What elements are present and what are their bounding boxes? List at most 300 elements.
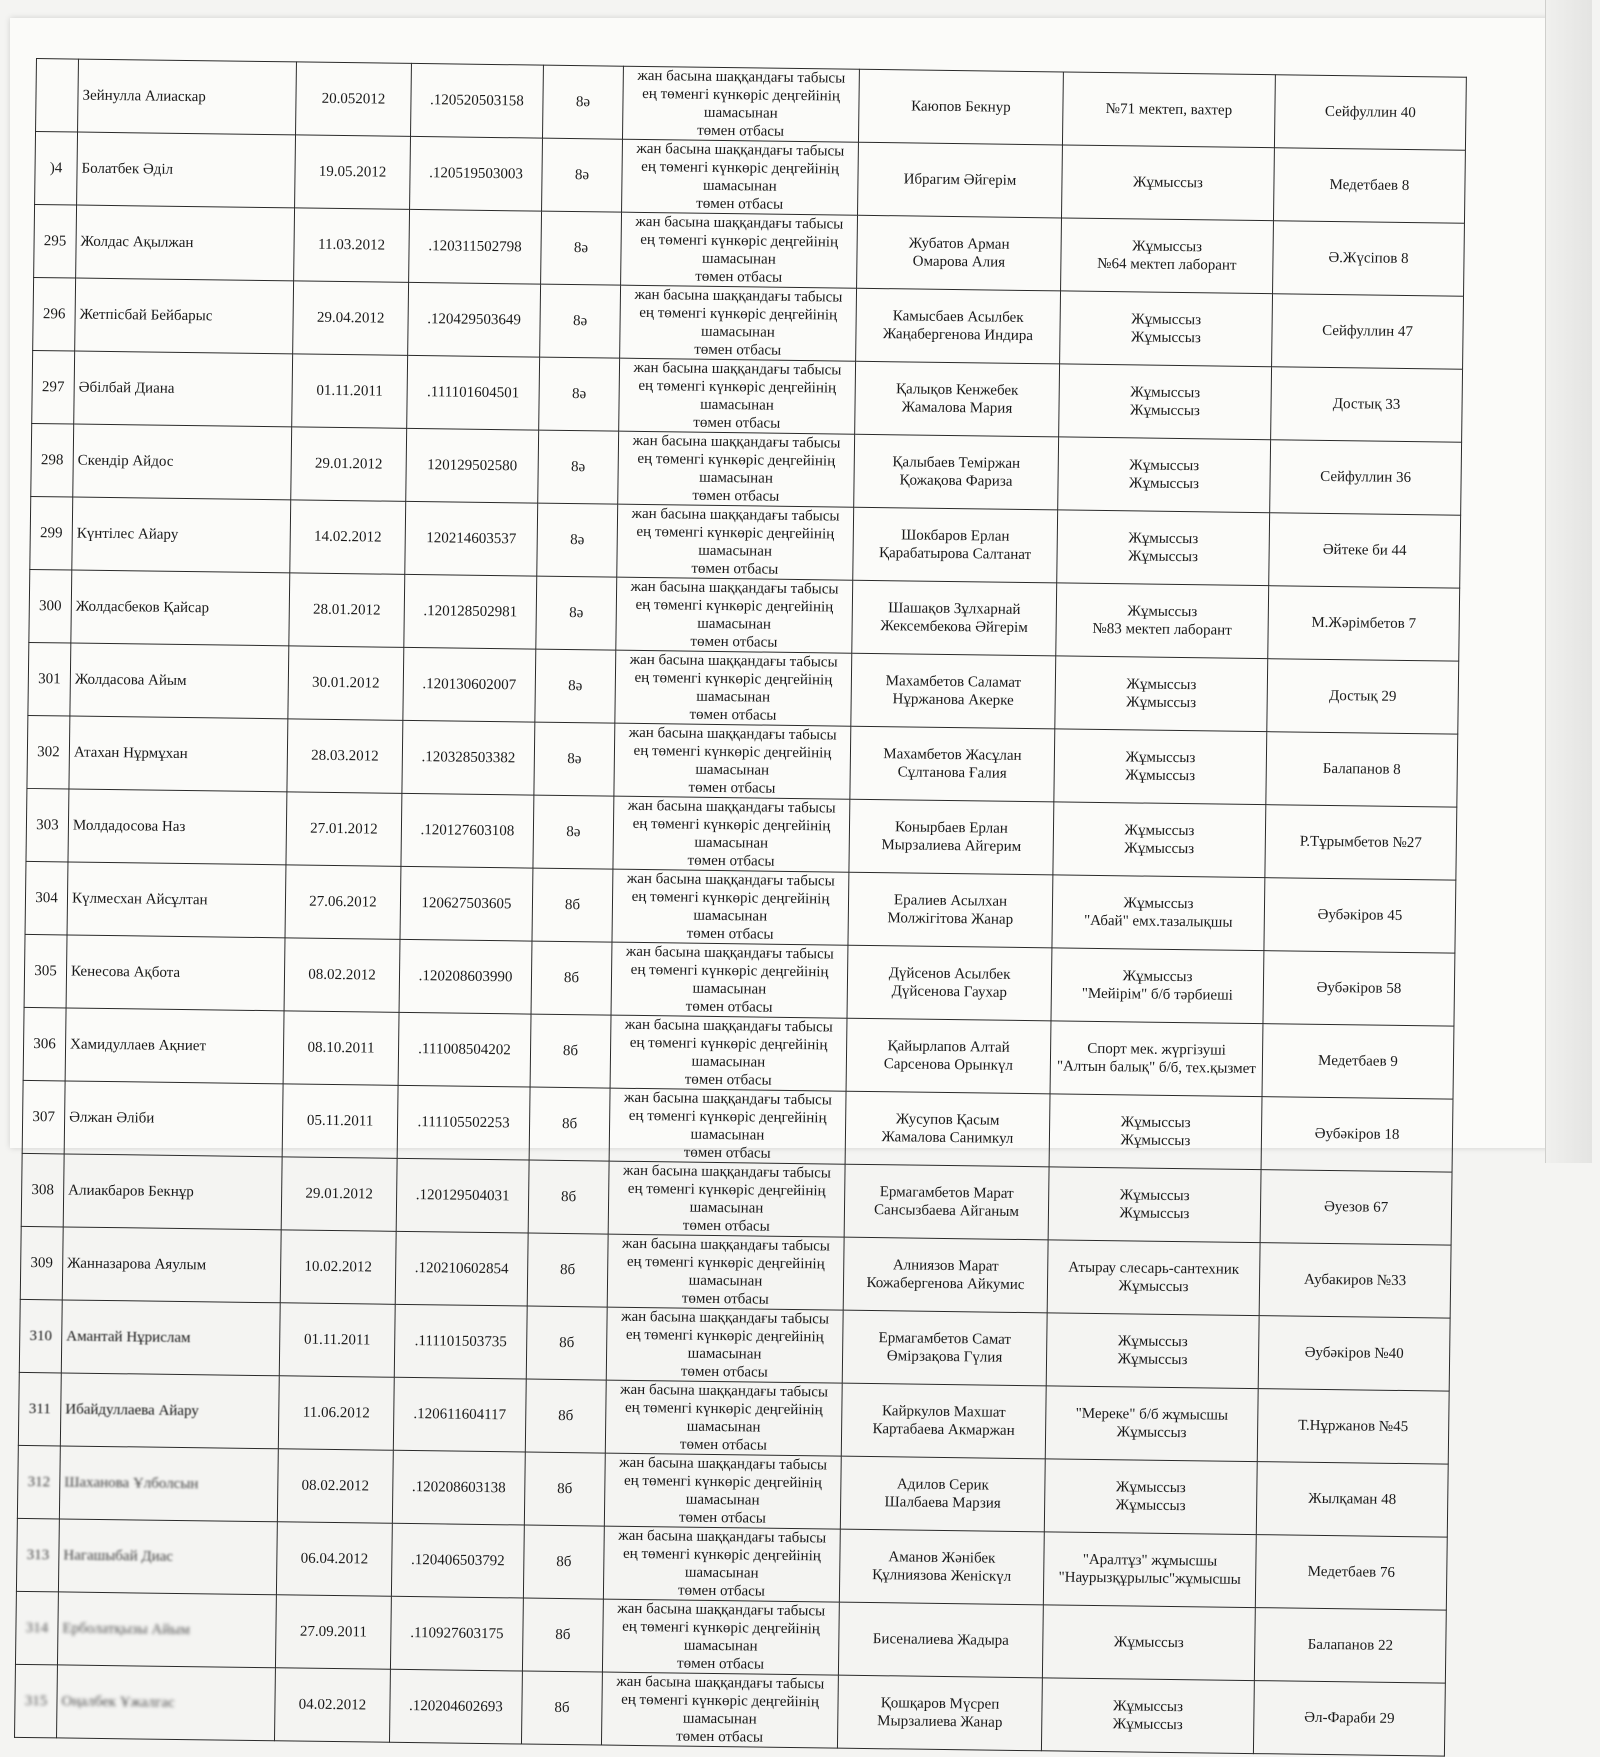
parents-names-line: Құлниязова Женіскүл bbox=[872, 1567, 1012, 1585]
parents-work-line: Жұмыссыз bbox=[1125, 767, 1196, 785]
student-name: Жолдасбеков Қайсар bbox=[71, 570, 290, 646]
parents-names bbox=[857, 215, 1062, 291]
parents-work-line: Жұмыссыз bbox=[1120, 1114, 1191, 1132]
family-category bbox=[604, 1453, 841, 1529]
class-grade: 8б bbox=[531, 941, 612, 1015]
iin-number: .120520503158 bbox=[411, 63, 544, 138]
family-category bbox=[622, 66, 859, 142]
parents-work-line: Жұмыссыз bbox=[1125, 749, 1196, 767]
birth-date: 04.02.2012 bbox=[274, 1668, 390, 1742]
parents-names bbox=[848, 872, 1053, 948]
row-number: 306 bbox=[23, 1007, 66, 1081]
iin-number: 120214603537 bbox=[405, 501, 538, 576]
row-number: 304 bbox=[25, 861, 68, 935]
student-name: Ерболатқызы Айым bbox=[57, 1592, 276, 1668]
iin-number: .111101604501 bbox=[407, 355, 540, 430]
iin-number: .120128502981 bbox=[404, 574, 537, 649]
iin-number: .120208603990 bbox=[399, 939, 532, 1014]
family-category-line: жан басына шаққандағы табысы bbox=[621, 1308, 830, 1328]
family-category-line: төмен отбасы bbox=[677, 1582, 766, 1600]
birth-date: 06.04.2012 bbox=[276, 1522, 392, 1596]
family-category-line: ең төменгі күнкөріс деңгейінің шамасынан bbox=[624, 1399, 823, 1436]
family-category-line: ең төменгі күнкөріс деңгейінің шамасынан bbox=[622, 1618, 820, 1655]
family-category bbox=[612, 869, 849, 945]
family-category-line: ең төменгі күнкөріс деңгейінің шамасынан bbox=[635, 596, 834, 633]
family-category-line: ең төменгі күнкөріс деңгейінің шамасынан bbox=[633, 742, 832, 779]
row-number: )4 bbox=[35, 132, 78, 206]
iin-number: 120627503605 bbox=[400, 866, 533, 941]
birth-date: 27.09.2011 bbox=[275, 1595, 391, 1669]
family-category-line: ең төменгі күнкөріс деңгейінің шамасынан bbox=[634, 669, 833, 706]
parents-work bbox=[1051, 948, 1264, 1024]
home-address: Достық 33 bbox=[1271, 367, 1463, 442]
birth-date: 19.05.2012 bbox=[295, 135, 411, 209]
family-category-line: ең төменгі күнкөріс деңгейінің шамасынан bbox=[626, 1253, 825, 1290]
parents-work-line: Жұмыссыз bbox=[1129, 457, 1200, 475]
row-number: 310 bbox=[19, 1299, 62, 1373]
family-category bbox=[619, 358, 856, 434]
family-category-line: төмен отбасы bbox=[692, 487, 780, 505]
student-name: Болатбек Әділ bbox=[77, 132, 296, 208]
parents-work-line: Жұмыссыз bbox=[1120, 1132, 1191, 1150]
parents-work bbox=[1054, 729, 1267, 805]
parents-names-line: Жубатов Арман bbox=[908, 235, 1010, 253]
iin-number: .120406503792 bbox=[391, 1523, 524, 1598]
parents-work-line: "Абай" емх.тазалықшы bbox=[1084, 912, 1233, 931]
student-name: Әлжан Әліби bbox=[64, 1081, 283, 1157]
family-category-line: жан басына шаққандағы табысы bbox=[634, 286, 843, 306]
parents-work-line: Жұмыссыз bbox=[1128, 530, 1199, 548]
class-grade: 8б bbox=[522, 1598, 603, 1672]
family-category-line: төмен отбасы bbox=[683, 1144, 771, 1162]
family-category-line: ең төменгі күнкөріс деңгейінің шамасынан bbox=[627, 1180, 826, 1217]
family-category-line: төмен отбасы bbox=[686, 925, 774, 943]
parents-names-line: Мырзалиева Жанар bbox=[877, 1713, 1003, 1731]
birth-date: 10.02.2012 bbox=[280, 1230, 396, 1304]
parents-names-line: Ибрагим Әйгерім bbox=[903, 171, 1017, 189]
family-category-line: жан басына шаққандағы табысы bbox=[633, 359, 842, 379]
class-grade: 8ә bbox=[537, 503, 618, 577]
class-grade: 8б bbox=[524, 1452, 605, 1526]
home-address: Сейфуллин 47 bbox=[1272, 294, 1464, 369]
parents-names-line: Сансызбаева Айганым bbox=[873, 1202, 1020, 1220]
class-grade: 8б bbox=[525, 1379, 606, 1453]
iin-number: .111105502253 bbox=[397, 1085, 530, 1160]
parents-names bbox=[847, 945, 1052, 1021]
student-name: Күлмесхан Айсұлтан bbox=[67, 862, 286, 938]
family-category-line: төмен отбасы bbox=[697, 122, 785, 140]
row-number: 297 bbox=[32, 350, 75, 424]
parents-work bbox=[1041, 1678, 1254, 1754]
parents-work-line: Жұмыссыз bbox=[1117, 1351, 1188, 1369]
parents-names-line: Жамалова Санимкул bbox=[881, 1129, 1014, 1147]
parents-names-line: Молжігітова Жанар bbox=[887, 910, 1014, 928]
parents-names bbox=[843, 1237, 1048, 1313]
parents-work-line: №64 мектеп лаборант bbox=[1097, 255, 1237, 274]
parents-names-line: Бисеналиева Жадыра bbox=[872, 1631, 1009, 1649]
family-category-line: төмен отбасы bbox=[680, 1363, 768, 1381]
row-number: 311 bbox=[18, 1372, 61, 1446]
row-number: 296 bbox=[33, 277, 76, 351]
parents-work-line: Жұмыссыз bbox=[1122, 968, 1193, 986]
parents-names-line: Қайырлапов Алтай bbox=[887, 1038, 1010, 1056]
parents-work-line: "Аралтұз" жұмысшы bbox=[1082, 1551, 1218, 1570]
parents-names bbox=[858, 142, 1063, 218]
family-category-line: жан басына шаққандағы табысы bbox=[629, 651, 838, 671]
student-name: Ибайдуллаева Айару bbox=[60, 1373, 279, 1449]
parents-names bbox=[837, 1675, 1042, 1751]
class-grade: 8б bbox=[530, 1014, 611, 1088]
parents-names-line: Сарсенова Орынкүл bbox=[883, 1056, 1014, 1074]
parents-names bbox=[841, 1383, 1046, 1459]
home-address: Әл-Фараби 29 bbox=[1253, 1681, 1445, 1756]
parents-work-line: Атырау слесарь-сантехник bbox=[1068, 1259, 1240, 1278]
parents-work-line: Жұмыссыз bbox=[1128, 475, 1200, 493]
family-category-line: ең төменгі күнкөріс деңгейінің шамасынан bbox=[631, 888, 830, 925]
iin-number: .120611604117 bbox=[393, 1377, 526, 1452]
student-name: Молдадосова Наз bbox=[68, 789, 287, 865]
parents-names-line: Шашақов Зұлхарнай bbox=[888, 600, 1021, 618]
parents-work bbox=[1055, 656, 1268, 732]
parents-work-line: Жұмыссыз bbox=[1131, 311, 1202, 329]
parents-names bbox=[854, 434, 1059, 510]
home-address: Достық 29 bbox=[1267, 659, 1459, 734]
family-category-line: төмен отбасы bbox=[676, 1728, 764, 1746]
class-grade: 8ә bbox=[540, 284, 621, 358]
parents-work bbox=[1048, 1167, 1261, 1243]
family-category bbox=[618, 431, 855, 507]
class-grade: 8ә bbox=[533, 795, 614, 869]
parents-names-line: Адилов Серик bbox=[896, 1476, 989, 1494]
family-category-line: жан басына шаққандағы табысы bbox=[622, 1162, 831, 1182]
parents-names-line: Ермагамбетов Самат bbox=[878, 1330, 1012, 1348]
family-category-line: ең төменгі күнкөріс деңгейінің шамасынан bbox=[636, 523, 835, 560]
parents-names-line: Өмірзақова Гүлия bbox=[886, 1348, 1003, 1366]
parents-work-line: №71 мектеп, вахтер bbox=[1105, 101, 1233, 119]
student-name: Нагашыбай Диас bbox=[58, 1519, 277, 1595]
parents-work-line: Жұмыссыз bbox=[1126, 694, 1197, 712]
parents-names-line: Қошқаров Мүсреп bbox=[880, 1695, 1000, 1713]
parents-work bbox=[1059, 364, 1272, 440]
parents-names-line: Омарова Алия bbox=[912, 253, 1006, 271]
parents-names bbox=[851, 653, 1056, 729]
parents-work bbox=[1061, 145, 1274, 221]
parents-work bbox=[1052, 875, 1265, 951]
parents-work-line: Жұмыссыз bbox=[1124, 840, 1195, 858]
row-number: 313 bbox=[16, 1518, 59, 1592]
parents-work-line: Жұмыссыз bbox=[1124, 822, 1195, 840]
family-category bbox=[605, 1380, 842, 1456]
student-name: Жолдас Ақылжан bbox=[76, 205, 295, 281]
family-category-line: жан басына шаққандағы табысы bbox=[637, 67, 846, 87]
family-category-line: ең төменгі күнкөріс деңгейінің шамасынан bbox=[638, 377, 837, 414]
parents-work-line: Жұмыссыз bbox=[1119, 1187, 1190, 1205]
parents-work-line: Жұмыссыз bbox=[1117, 1333, 1188, 1351]
table-container bbox=[14, 58, 1466, 1757]
parents-work bbox=[1061, 218, 1274, 294]
family-category-line: жан басына шаққандағы табысы bbox=[619, 1454, 828, 1474]
family-category-line: жан басына шаққандағы табысы bbox=[631, 505, 840, 525]
iin-number: .120129504031 bbox=[396, 1158, 529, 1233]
parents-names-line: Ералиев Асылхан bbox=[893, 892, 1008, 910]
home-address: Әубәкіров 45 bbox=[1264, 878, 1456, 953]
birth-date: 29.04.2012 bbox=[293, 281, 409, 355]
family-category bbox=[616, 577, 853, 653]
parents-work-line: Жұмыссыз bbox=[1115, 1497, 1186, 1515]
family-category-line: ең төменгі күнкөріс деңгейінің шамасынан bbox=[621, 1691, 820, 1728]
family-category-line: ең төменгі күнкөріс деңгейінің шамасынан bbox=[639, 304, 838, 341]
row-number: 303 bbox=[26, 788, 69, 862]
family-category-line: төмен отбасы bbox=[687, 852, 775, 870]
parents-names-line: Кожабергенова Айкумис bbox=[866, 1274, 1025, 1294]
home-address: Балапанов 22 bbox=[1254, 1608, 1446, 1683]
family-category bbox=[617, 504, 854, 580]
family-category bbox=[621, 212, 858, 288]
family-category-line: жан басына шаққандағы табысы bbox=[635, 213, 844, 233]
parents-names bbox=[844, 1164, 1049, 1240]
class-grade: 8ә bbox=[542, 65, 623, 139]
family-category bbox=[602, 1599, 839, 1675]
student-name: Атахан Нұрмұхан bbox=[69, 716, 288, 792]
student-name: Кенесова Ақбота bbox=[66, 935, 285, 1011]
home-address: Әубәкіров 18 bbox=[1261, 1097, 1453, 1172]
parents-work-line: Жұмыссыз bbox=[1112, 1698, 1184, 1716]
parents-names bbox=[852, 580, 1057, 656]
family-category-line: ең төменгі күнкөріс деңгейінің шамасынан bbox=[640, 231, 839, 268]
parents-work-line: Жұмыссыз bbox=[1119, 1205, 1190, 1223]
home-address: Ә.Жүсіпов 8 bbox=[1273, 221, 1465, 296]
family-category-line: төмен отбасы bbox=[689, 706, 777, 724]
parents-names-line: Жусупов Қасым bbox=[895, 1111, 1000, 1129]
class-grade: 8ә bbox=[542, 138, 623, 212]
parents-work-line: Жұмыссыз bbox=[1129, 402, 1201, 420]
parents-names-line: Конырбаев Ерлан bbox=[895, 819, 1008, 837]
row-number: 312 bbox=[17, 1445, 60, 1519]
family-category-line: төмен отбасы bbox=[682, 1217, 770, 1235]
family-category-line: ең төменгі күнкөріс деңгейінің шамасынан bbox=[625, 1326, 824, 1363]
family-category-line: жан басына шаққандағы табысы bbox=[622, 1235, 831, 1255]
home-address: Әйтеке би 44 bbox=[1269, 513, 1461, 588]
family-category-line: төмен отбасы bbox=[691, 560, 779, 578]
birth-date: 08.10.2011 bbox=[283, 1011, 399, 1085]
family-category bbox=[610, 1015, 847, 1091]
class-grade: 8ә bbox=[539, 357, 620, 431]
parents-work bbox=[1058, 437, 1271, 513]
parents-work-line: "Мереке" б/б жұмысшы bbox=[1075, 1405, 1229, 1424]
row-number: 301 bbox=[28, 642, 71, 716]
student-name: Жетпісбай Бейбарыс bbox=[75, 278, 294, 354]
iin-number: .120130602007 bbox=[403, 647, 536, 722]
parents-work-line: Жұмыссыз bbox=[1132, 174, 1203, 192]
class-grade: 8ә bbox=[541, 211, 622, 285]
row-number: 299 bbox=[30, 496, 73, 570]
row-number: 300 bbox=[29, 569, 72, 643]
parents-work-line: Жұмыссыз bbox=[1130, 329, 1201, 347]
home-address: Жылқаман 48 bbox=[1256, 1462, 1448, 1537]
student-name: Жолдасова Айым bbox=[70, 643, 289, 719]
home-address: Балапанов 8 bbox=[1266, 732, 1458, 807]
parents-names-line: Шалбаева Марзия bbox=[884, 1494, 1001, 1512]
family-category-line: жан басына шаққандағы табысы bbox=[632, 432, 841, 452]
home-address: Сейфуллин 40 bbox=[1274, 75, 1466, 150]
class-grade: 8б bbox=[527, 1233, 608, 1307]
parents-work bbox=[1045, 1386, 1258, 1462]
parents-work bbox=[1062, 72, 1275, 148]
family-category bbox=[609, 1088, 846, 1164]
home-address: Сейфуллин 36 bbox=[1270, 440, 1462, 515]
student-name: Шаханова Ұлболсын bbox=[59, 1446, 278, 1522]
birth-date: 29.01.2012 bbox=[281, 1157, 397, 1231]
student-name: Хамидуллаев Ақниет bbox=[65, 1008, 284, 1084]
parents-names-line: Жамалова Мария bbox=[901, 399, 1013, 417]
student-name: Амантай Нұрислам bbox=[61, 1300, 280, 1376]
class-grade: 8б bbox=[521, 1671, 602, 1745]
birth-date: 20.052012 bbox=[296, 62, 412, 136]
family-category bbox=[608, 1161, 845, 1237]
family-category-line: ең төменгі күнкөріс деңгейінің шамасынан bbox=[623, 1472, 822, 1509]
parents-names bbox=[856, 288, 1061, 364]
home-address: Аубакиров №33 bbox=[1259, 1243, 1451, 1318]
next-page-edge bbox=[1545, 0, 1592, 1163]
parents-names bbox=[853, 507, 1058, 583]
parents-work bbox=[1056, 583, 1269, 659]
class-grade: 8б bbox=[529, 1087, 610, 1161]
parents-names-line: Мырзалиева Айгерим bbox=[881, 837, 1022, 855]
iin-number: .120519503003 bbox=[410, 136, 543, 211]
parents-work-line: Жұмыссыз bbox=[1126, 676, 1197, 694]
birth-date: 01.11.2011 bbox=[279, 1303, 395, 1377]
birth-date: 30.01.2012 bbox=[288, 646, 404, 720]
parents-work-line: Спорт мек. жүргізуші bbox=[1087, 1040, 1227, 1059]
family-category-line: ең төменгі күнкөріс деңгейінің шамасынан bbox=[632, 815, 831, 852]
family-category-line: ең төменгі күнкөріс деңгейінің шамасынан bbox=[628, 1107, 827, 1144]
birth-date: 08.02.2012 bbox=[284, 938, 400, 1012]
family-category-line: ең төменгі күнкөріс деңгейінің шамасынан bbox=[629, 1034, 828, 1071]
iin-number: .111008504202 bbox=[398, 1012, 531, 1087]
home-address: Медетбаев 8 bbox=[1273, 148, 1465, 223]
student-name: Скендір Айдос bbox=[73, 424, 292, 500]
family-category-line: жан басына шаққандағы табысы bbox=[623, 1089, 832, 1109]
parents-work-line: Жұмыссыз bbox=[1132, 238, 1203, 256]
family-category bbox=[606, 1307, 843, 1383]
family-category-line: ең төменгі күнкөріс деңгейінің шамасынан bbox=[630, 961, 829, 998]
class-grade: 8б bbox=[532, 868, 613, 942]
parents-work bbox=[1042, 1605, 1255, 1681]
row-number bbox=[36, 59, 79, 133]
parents-names bbox=[858, 69, 1063, 145]
parents-work bbox=[1060, 291, 1273, 367]
parents-names-line: Алниязов Марат bbox=[892, 1257, 999, 1275]
parents-work bbox=[1047, 1240, 1260, 1316]
family-category-line: ең төменгі күнкөріс деңгейінің шамасынан bbox=[637, 450, 836, 487]
family-category bbox=[620, 285, 857, 361]
row-number: 309 bbox=[20, 1226, 63, 1300]
home-address: Әубәкіров №40 bbox=[1258, 1316, 1450, 1391]
birth-date: 01.11.2011 bbox=[292, 354, 408, 428]
birth-date: 28.03.2012 bbox=[287, 719, 403, 793]
student-name: Әбілбай Диана bbox=[74, 351, 293, 427]
parents-work-line: "Алтын балық" б/б, тех.қызмет bbox=[1056, 1058, 1256, 1078]
parents-names bbox=[842, 1310, 1047, 1386]
row-number: 298 bbox=[31, 423, 74, 497]
class-grade: 8ә bbox=[536, 576, 617, 650]
iin-number: 120129502580 bbox=[406, 428, 539, 503]
parents-names-line: Камысбаев Асылбек bbox=[892, 308, 1024, 326]
family-category bbox=[615, 650, 852, 726]
class-grade: 8б bbox=[523, 1525, 604, 1599]
parents-names bbox=[845, 1091, 1050, 1167]
parents-names-line: Нұржанова Акерке bbox=[892, 691, 1014, 709]
family-category-line: жан басына шаққандағы табысы bbox=[616, 1673, 825, 1693]
class-grade: 8ә bbox=[534, 722, 615, 796]
iin-number: .120328503382 bbox=[402, 720, 535, 795]
family-category-line: жан басына шаққандағы табысы bbox=[627, 797, 836, 817]
parents-work bbox=[1053, 802, 1266, 878]
parents-names-line: Дүйсенова Гаухар bbox=[891, 983, 1008, 1001]
iin-number: .120311502798 bbox=[409, 209, 542, 284]
parents-work-line: Жұмыссыз bbox=[1115, 1479, 1186, 1497]
family-category-line: жан басына шаққандағы табысы bbox=[628, 724, 837, 744]
student-name: Жанназарова Аяулым bbox=[62, 1227, 281, 1303]
iin-number: .120127603108 bbox=[401, 793, 534, 868]
iin-number: .110927603175 bbox=[390, 1596, 523, 1671]
family-category bbox=[613, 796, 850, 872]
iin-number: .120208603138 bbox=[392, 1450, 525, 1525]
home-address: Әубәкіров 58 bbox=[1263, 951, 1455, 1026]
family-category bbox=[601, 1672, 838, 1748]
parents-work-line: Жұмыссыз bbox=[1123, 895, 1194, 913]
family-category-line: ең төменгі күнкөріс деңгейінің шамасынан bbox=[642, 85, 841, 122]
parents-work-line: "Наурызқұрылыс"жұмысшы bbox=[1058, 1569, 1241, 1588]
row-number: 315 bbox=[15, 1664, 58, 1738]
parents-work-line: Жұмыссыз bbox=[1127, 603, 1198, 621]
parents-names-line: Қалыбаев Теміржан bbox=[892, 454, 1021, 472]
home-address: М.Жәрімбетов 7 bbox=[1268, 586, 1460, 661]
birth-date: 08.02.2012 bbox=[277, 1449, 393, 1523]
family-category bbox=[622, 139, 859, 215]
parents-names-line: Қалықов Кенжебек bbox=[895, 381, 1019, 399]
family-category-line: төмен отбасы bbox=[679, 1436, 767, 1454]
parents-names-line: Жаңабергенова Индира bbox=[882, 326, 1034, 345]
student-name: Зейнулла Алиаскар bbox=[78, 59, 297, 135]
iin-number: .111101503735 bbox=[394, 1304, 527, 1379]
parents-names bbox=[850, 726, 1055, 802]
family-category bbox=[603, 1526, 840, 1602]
family-category-line: жан басына шаққандағы табысы bbox=[636, 140, 845, 160]
parents-names-line: Шокбаров Ерлан bbox=[901, 527, 1010, 545]
parents-work-line: Жұмыссыз bbox=[1118, 1278, 1189, 1296]
home-address: Медетбаев 9 bbox=[1262, 1024, 1454, 1099]
parents-work bbox=[1049, 1094, 1262, 1170]
birth-date: 28.01.2012 bbox=[289, 573, 405, 647]
family-category bbox=[614, 723, 851, 799]
parents-names-line: Картабаева Акмаржан bbox=[872, 1421, 1015, 1439]
family-category-line: төмен отбасы bbox=[694, 341, 782, 359]
parents-work bbox=[1043, 1532, 1256, 1608]
parents-names-line: Кайркулов Махшат bbox=[881, 1403, 1006, 1421]
row-number: 295 bbox=[34, 204, 77, 278]
birth-date: 11.03.2012 bbox=[294, 208, 410, 282]
family-category-line: жан басына шаққандағы табысы bbox=[620, 1381, 829, 1401]
parents-names bbox=[846, 1018, 1051, 1094]
family-category-line: жан басына шаққандағы табысы bbox=[626, 870, 835, 890]
family-category-line: төмен отбасы bbox=[693, 414, 781, 432]
parents-work-line: Жұмыссыз bbox=[1116, 1424, 1187, 1442]
row-number: 302 bbox=[27, 715, 70, 789]
student-name: Алиакбаров Бекнұр bbox=[63, 1154, 282, 1230]
family-category-line: төмен отбасы bbox=[684, 1071, 772, 1089]
class-grade: 8б bbox=[528, 1160, 609, 1234]
